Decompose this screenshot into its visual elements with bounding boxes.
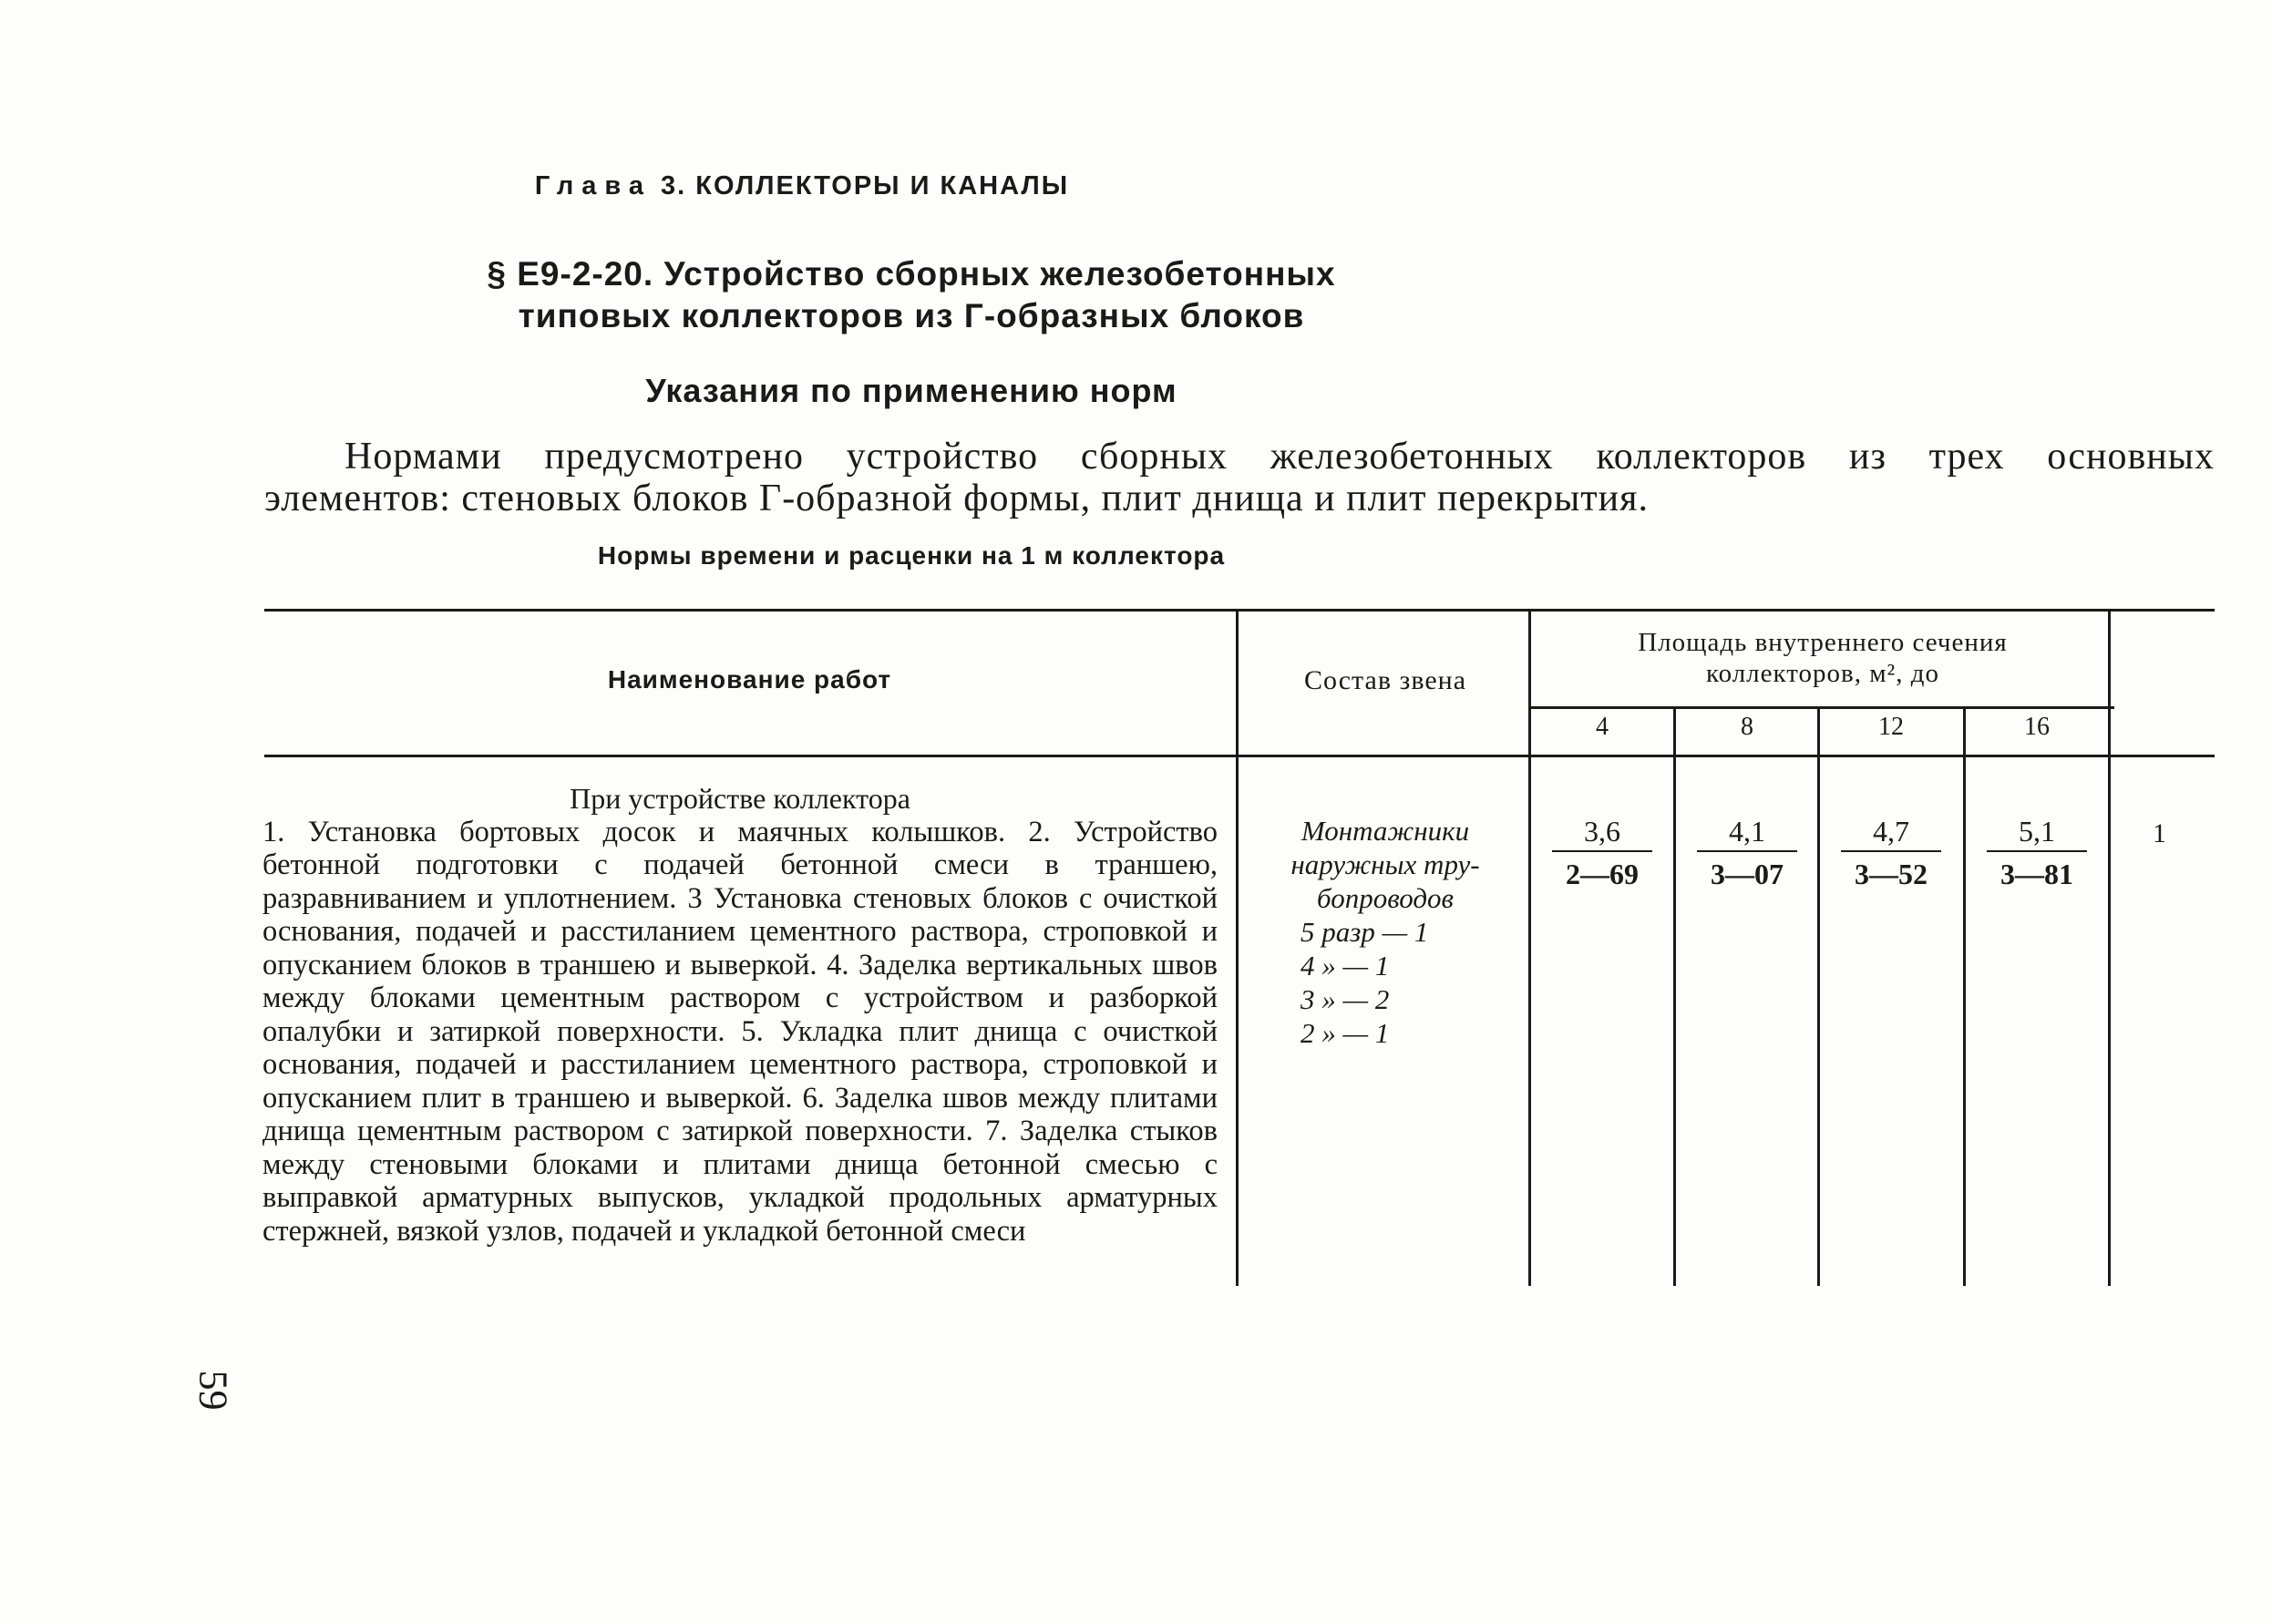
column-header-8: 8	[1741, 713, 1753, 741]
row-code: 1	[2153, 818, 2166, 848]
fraction-bar	[1987, 850, 2087, 852]
time-norm: 4,1	[1729, 815, 1765, 848]
col-divider-code	[2108, 609, 2111, 1286]
column-header-4: 4	[1596, 713, 1609, 741]
crew-composition	[1244, 814, 1527, 1050]
col-divider-12	[1817, 706, 1820, 1286]
chapter-number: 3.	[661, 171, 687, 200]
header-bottom-rule	[264, 755, 2215, 757]
page-number: 59	[190, 1370, 236, 1411]
row-description: 1. Установка бортовых досок и маячных колышков. 2. Устройство бетонной подготовки с подачей бетонной смеси в траншею, разравниванием и уплотнением. 3 Установка стеновых блоков с очисткой основания, подачей и расстиланием цементного раствора, строповкой и опусканием блоков в траншею и выверкой. 4. Заделка вертикальных швов между блоками цементным раствором с устройством и разборкой опалубки и затиркой поверхности. 5. Укладка плит днища с очисткой основания, подачей и расстиланием цементного раствора, строповкой и опусканием плит в траншею и выверкой. 6. Заделка швов между плитами днища цементным раствором с затиркой поверхности. 7. Заделка стыков между стеновыми блоками и плитами днища бетонной смесью с выправкой арматурных выпусков, укладкой продольных арматурных стержней, вязкой узлов, подачей и укладкой бетонной смеси	[262, 815, 1218, 1248]
value-cell-8	[1697, 814, 1797, 892]
col-divider-8	[1673, 706, 1676, 1286]
crew-line3: бопроводов	[1317, 882, 1454, 914]
col-divider-area	[1528, 609, 1531, 1286]
col-divider-crew	[1236, 609, 1239, 1286]
crew-rank: 2 » — 1	[1300, 1017, 1390, 1049]
table-title: Нормы времени и расценки на 1 м коллектора	[597, 541, 1226, 570]
fraction-bar	[1841, 850, 1941, 852]
table-top-rule	[264, 609, 2215, 612]
header-area	[1531, 627, 2114, 689]
time-norm: 4,7	[1873, 815, 1909, 848]
crew-rank: 4 » — 1	[1300, 950, 1390, 982]
area-header-rule	[1531, 706, 2114, 709]
crew-rank: 5 разр — 1	[1300, 916, 1429, 948]
header-crew: Состав звена	[1303, 665, 1467, 695]
header-area-line2: коллекторов, м², до	[1705, 659, 1940, 688]
value-cell-4	[1552, 814, 1652, 892]
chapter-heading	[0, 171, 1604, 201]
time-norm: 5,1	[2019, 815, 2055, 848]
value-cell-12	[1841, 814, 1941, 892]
header-work-name: Наименование работ	[607, 665, 892, 694]
section-title-line2: типовых коллекторов из Г-образных блоков	[518, 297, 1305, 334]
paragraph-line2: элементов: стеновых блоков Г-образной формы, плит днища и плит перекрытия.	[264, 478, 1649, 519]
rate-price: 3—07	[1711, 858, 1784, 890]
header-area-line1: Площадь внутреннего сечения	[1638, 628, 2008, 657]
value-cell-16	[1987, 814, 2087, 892]
column-header-12: 12	[1878, 713, 1904, 741]
crew-rank: 3 » — 2	[1300, 983, 1390, 1015]
section-heading	[0, 253, 1823, 337]
rate-price: 3—81	[2000, 858, 2073, 890]
section-title-line1: § Е9-2-20. Устройство сборных железобетонных	[487, 255, 1336, 293]
rate-price: 3—52	[1855, 858, 1928, 890]
fraction-bar	[1552, 850, 1652, 852]
col-divider-16	[1963, 706, 1966, 1286]
chapter-prefix: Глава	[534, 171, 652, 200]
crew-line1: Монтажники	[1300, 815, 1470, 847]
crew-line2: наружных тру-	[1290, 848, 1480, 880]
intro-paragraph	[264, 436, 2215, 519]
time-norm: 3,6	[1584, 815, 1620, 848]
column-header-16: 16	[2024, 713, 2050, 741]
work-description	[262, 782, 1218, 1248]
rate-price: 2—69	[1566, 858, 1639, 890]
instructions-heading: Указания по применению норм	[645, 372, 1177, 409]
paragraph-line1: Нормами предусмотрено устройство сборных железобетонных коллекторов из трех основных	[344, 436, 2215, 478]
chapter-title: КОЛЛЕКТОРЫ И КАНАЛЫ	[695, 171, 1070, 200]
row-subheading: При устройстве коллектора	[570, 782, 910, 815]
fraction-bar	[1697, 850, 1797, 852]
